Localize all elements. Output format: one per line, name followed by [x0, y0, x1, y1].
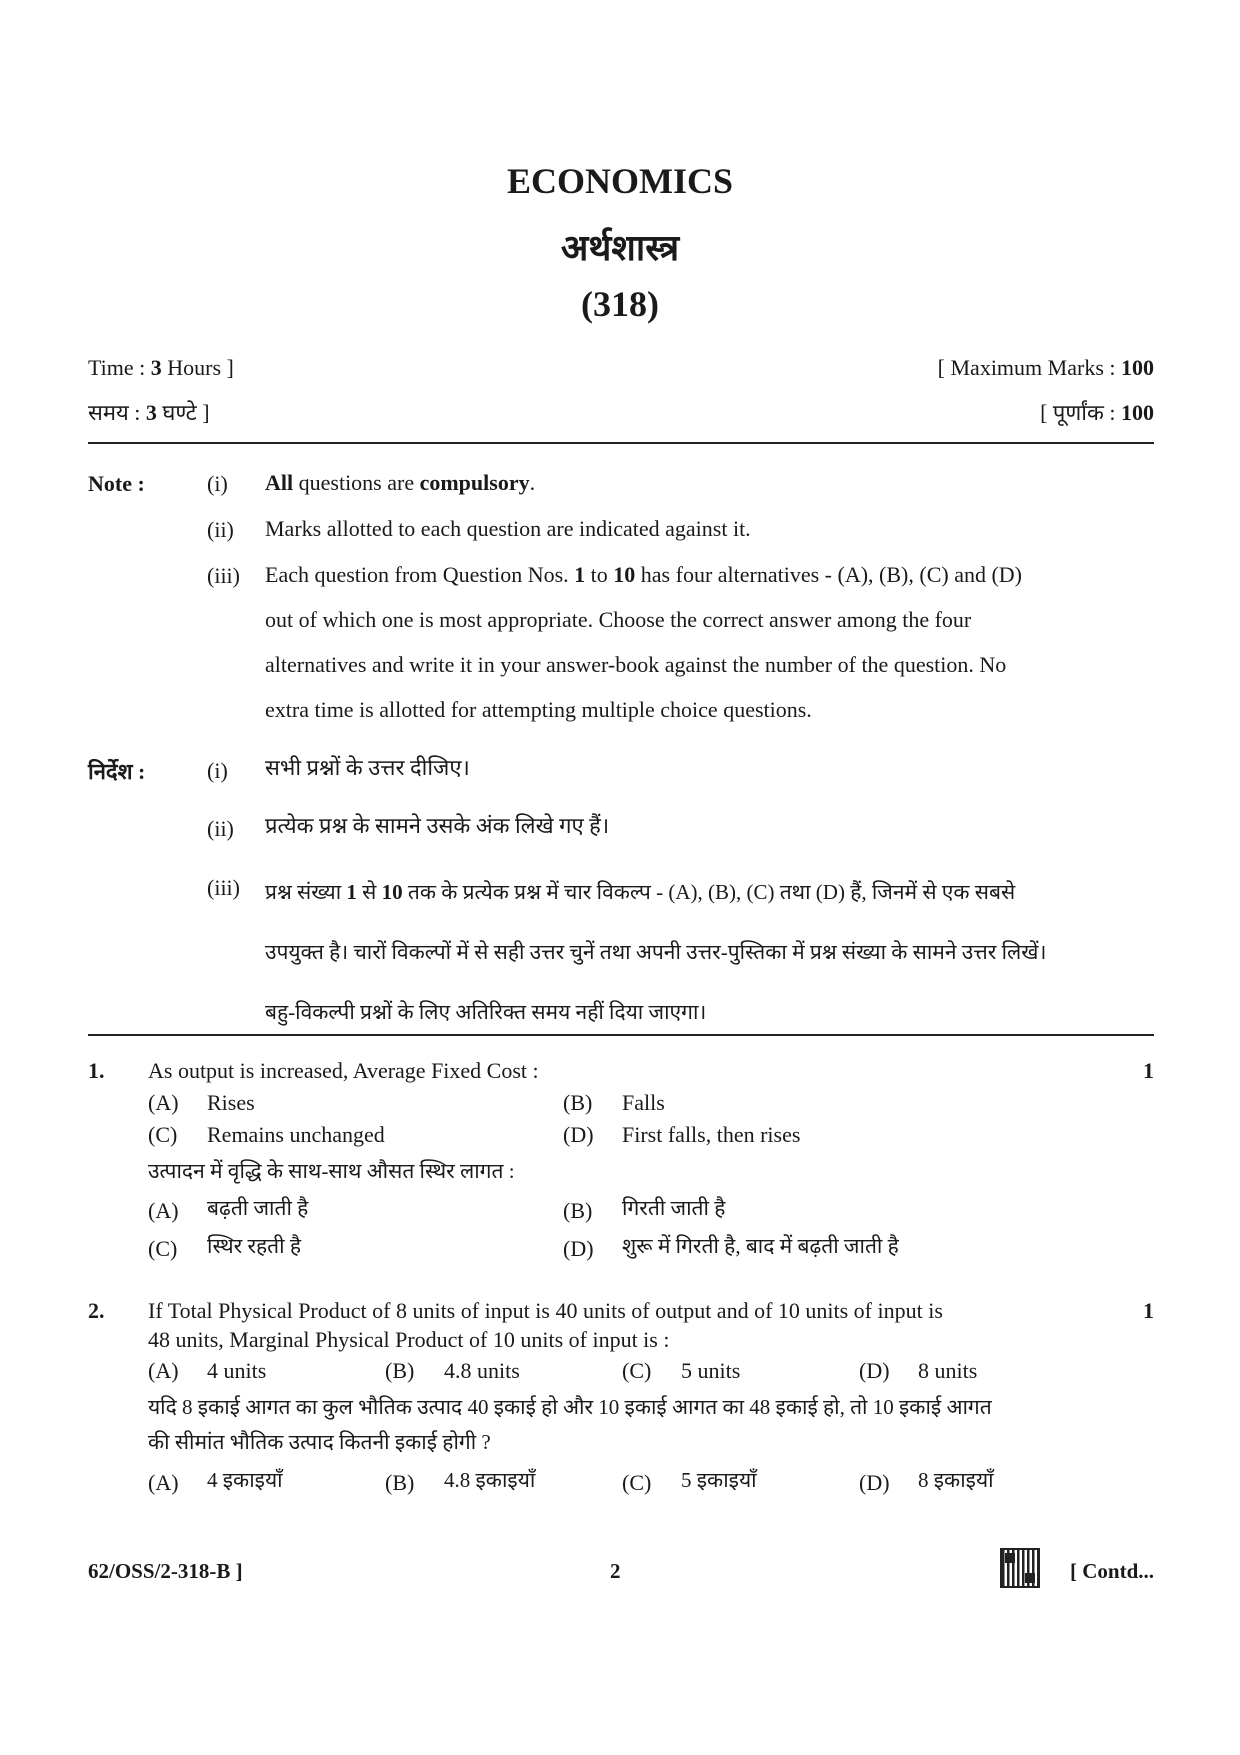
question-text-hi: की सीमांत भौतिक उत्पाद कितनी इकाई होगी ? [148, 1430, 491, 1454]
question-number: 1. [88, 1058, 105, 1083]
option-text: शुरू में गिरती है, बाद में बढ़ती जाती है [622, 1234, 899, 1258]
option-key: (B) [563, 1198, 593, 1223]
option-text: Remains unchanged [207, 1122, 385, 1147]
option-key: (D) [563, 1122, 594, 1147]
option-text: गिरती जाती है [622, 1196, 726, 1220]
question-text-en: As output is increased, Average Fixed Cost : [148, 1058, 539, 1083]
option-key: (B) [385, 1358, 415, 1383]
option-key: (C) [148, 1236, 178, 1261]
option-key: (C) [622, 1470, 652, 1495]
option-text: 4 units [207, 1358, 267, 1383]
subject-code: (318) [581, 284, 659, 324]
header-divider [88, 442, 1154, 444]
question-marks: 1 [1143, 1058, 1154, 1083]
option-key: (D) [563, 1236, 594, 1261]
time-en: Time : 3 Hours ] [88, 355, 234, 380]
note-num: (ii) [207, 816, 234, 841]
option-text: 4.8 इकाइयाँ [444, 1468, 536, 1492]
option-key: (D) [859, 1358, 890, 1383]
note-label-en: Note : [88, 471, 145, 496]
option-key: (A) [148, 1090, 179, 1115]
question-text-hi: यदि 8 इकाई आगत का कुल भौतिक उत्पाद 40 इकाई हो और 10 इकाई आगत का 48 इकाई हो, तो 10 इकाई आगत [148, 1395, 992, 1419]
option-text: स्थिर रहती है [207, 1234, 301, 1258]
paper-code: 62/OSS/2-318-B ] [88, 1559, 243, 1583]
question-text-en: 48 units, Marginal Physical Product of 10 units of input is : [148, 1327, 670, 1352]
option-text: Rises [207, 1090, 255, 1115]
option-text: Falls [622, 1090, 665, 1115]
question-number: 2. [88, 1298, 105, 1323]
page-number: 2 [610, 1559, 621, 1583]
question-text-hi: उत्पादन में वृद्धि के साथ-साथ औसत स्थिर लागत : [148, 1159, 515, 1183]
note-item-hi-2: प्रत्येक प्रश्न के सामने उसके अंक लिखे गए हैं। [265, 813, 610, 838]
note-num: (i) [207, 471, 228, 496]
title-english: ECONOMICS [506, 161, 734, 201]
max-marks-hi: [ पूर्णांक : 100 [1040, 400, 1154, 425]
option-key: (C) [622, 1358, 652, 1383]
option-key: (A) [148, 1198, 179, 1223]
note-item-en-1: All questions are compulsory. [265, 470, 536, 495]
note-num: (ii) [207, 517, 234, 542]
question-text-en: If Total Physical Product of 8 units of input is 40 units of output and of 10 units of input is [148, 1298, 943, 1323]
option-text: 5 units [681, 1358, 741, 1383]
option-text: 8 इकाइयाँ [918, 1468, 994, 1492]
option-text: 5 इकाइयाँ [681, 1468, 757, 1492]
option-key: (D) [859, 1470, 890, 1495]
option-key: (B) [385, 1470, 415, 1495]
note-num: (i) [207, 758, 228, 783]
note-item-en-2: Marks allotted to each question are indicated against it. [265, 516, 751, 541]
question-marks: 1 [1143, 1298, 1154, 1323]
note-item-hi-1: सभी प्रश्नों के उत्तर दीजिए। [265, 755, 470, 780]
option-key: (C) [148, 1122, 178, 1147]
time-hi: समय : 3 घण्टे ] [88, 400, 210, 425]
note-num: (iii) [207, 875, 240, 900]
max-marks-en: [ Maximum Marks : 100 [937, 355, 1154, 380]
note-item-hi-3: प्रश्न संख्या 1 से 10 तक के प्रत्येक प्रश्न में चार विकल्प - (A), (B), (C) तथा (D) हैं, जिनमें से एक सबसे उपयुक्त है। चारों विकल्पों में से सही उत्तर चुनें तथा अपनी उत्तर-पुस्तिका में प्रश्न संख्या के सामने उत्तर लिखें। बहु-विकल्पी प्रश्नों के लिए अतिरिक्त समय नहीं दिया जाएगा। [265, 880, 1047, 1024]
note-label-hi: निर्देश : [88, 759, 146, 784]
note-num: (iii) [207, 563, 240, 588]
continued-label: [ Contd... [1069, 1559, 1154, 1583]
option-text: 4.8 units [444, 1358, 520, 1383]
note-item-en-3: Each question from Question Nos. 1 to 10 has four alternatives - (A), (B), (C) and (D) out of which one is most appropriate. Choose the correct answer among the four alternatives and write it in your answer-book against the number of the question. No extra time is allotted for attempting multiple choice questions. [265, 562, 1022, 722]
qr-code-icon [1000, 1548, 1040, 1588]
option-key: (A) [148, 1470, 179, 1495]
option-key: (A) [148, 1358, 179, 1383]
option-key: (B) [563, 1090, 593, 1115]
option-text: 8 units [918, 1358, 978, 1383]
title-hindi: अर्थशास्त्र [560, 228, 680, 268]
option-text: First falls, then rises [622, 1122, 801, 1147]
option-text: 4 इकाइयाँ [207, 1468, 283, 1492]
notes-divider [88, 1034, 1154, 1036]
option-text: बढ़ती जाती है [207, 1196, 309, 1220]
